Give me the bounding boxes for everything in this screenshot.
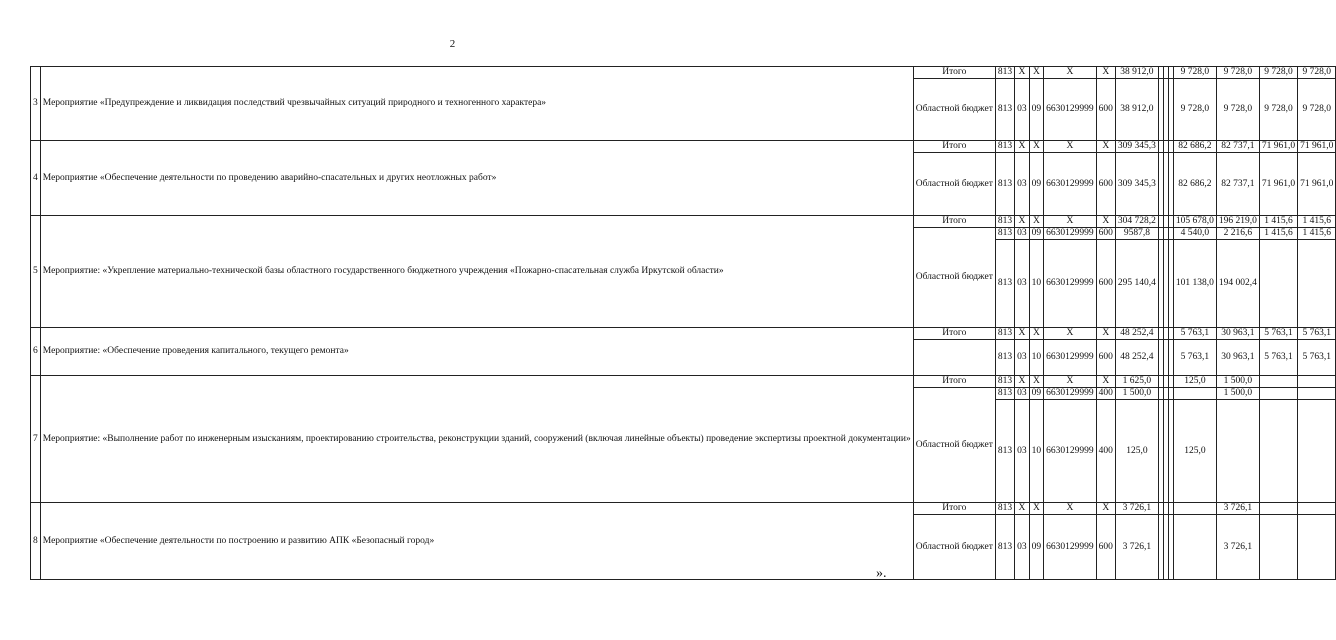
funding-source: Итого (913, 503, 995, 515)
table-cell: 194 002,4 (1216, 240, 1259, 328)
table-row (31, 503, 1336, 515)
table-cell: 309 345,3 (1115, 153, 1158, 216)
table-cell: 125,0 (1115, 400, 1158, 503)
table-cell: 105 678,0 (1173, 216, 1216, 228)
table-cell: 304 728,2 (1115, 216, 1158, 228)
funding-source: Итого (913, 328, 995, 340)
table-cell: 9 728,0 (1173, 67, 1216, 79)
table-cell: 3 726,1 (1115, 503, 1158, 515)
table-cell: 6630129999 (1044, 388, 1097, 400)
table-cell: 6630129999 (1044, 240, 1097, 328)
table-cell: Х (1044, 328, 1097, 340)
table-cell: 1 415,6 (1298, 216, 1336, 228)
table-cell: 813 (995, 388, 1014, 400)
table-cell: 10 (1029, 400, 1044, 503)
funding-source: Итого (913, 216, 995, 228)
page-number: 2 (449, 38, 456, 50)
table-cell: 600 (1096, 340, 1115, 376)
table-cell: Х (1044, 216, 1097, 228)
table-cell: 813 (995, 216, 1014, 228)
table-cell: 1 500,0 (1216, 388, 1259, 400)
table-cell: 71 961,0 (1259, 153, 1297, 216)
table-cell: Х (1029, 503, 1044, 515)
table-cell: 9 728,0 (1216, 79, 1259, 141)
table-cell (1216, 400, 1259, 503)
table-cell: Х (1015, 328, 1030, 340)
table-cell: 1 500,0 (1216, 376, 1259, 388)
table-cell (1259, 388, 1297, 400)
table-cell (1173, 503, 1216, 515)
table-cell: 03 (1015, 240, 1030, 328)
event-name: Мероприятие «Обеспечение деятельности по проведению аварийно-спасательных и других неотложных работ» (40, 141, 913, 216)
table-cell: 813 (995, 515, 1014, 580)
table-cell: 10 (1029, 340, 1044, 376)
event-name: Мероприятие: «Выполнение работ по инженерным изысканиям, проектированию строительства, реконструкции зданий, сооружений (включая линейные объекты) проведение экспертизы проектной документации» (40, 376, 913, 503)
table-cell: 813 (995, 67, 1014, 79)
table-cell (1298, 400, 1336, 503)
table-cell: Х (1096, 216, 1115, 228)
table-cell: 813 (995, 141, 1014, 153)
table-cell: 125,0 (1173, 376, 1216, 388)
table-cell: 03 (1015, 515, 1030, 580)
table-cell: 196 219,0 (1216, 216, 1259, 228)
table-cell: 9 728,0 (1173, 79, 1216, 141)
table-cell: 82 737,1 (1216, 153, 1259, 216)
table-cell: 09 (1029, 153, 1044, 216)
row-number: 8 (31, 503, 41, 580)
funding-source: Итого (913, 141, 995, 153)
table-cell: 03 (1015, 153, 1030, 216)
row-number: 3 (31, 67, 41, 141)
table-cell: Х (1044, 67, 1097, 79)
funding-source: Областной бюджет (913, 79, 995, 141)
table-cell: Х (1044, 376, 1097, 388)
table-row (31, 328, 1336, 340)
table-row (31, 67, 1336, 79)
table-cell: 38 912,0 (1115, 79, 1158, 141)
table-cell (1259, 515, 1297, 580)
funding-source: Итого (913, 376, 995, 388)
table-cell: 9 728,0 (1298, 67, 1336, 79)
table-cell: Х (1015, 503, 1030, 515)
table-cell: 813 (995, 328, 1014, 340)
table-cell: 813 (995, 79, 1014, 141)
table-cell: 400 (1096, 388, 1115, 400)
table-cell: 71 961,0 (1298, 141, 1336, 153)
table-cell: 600 (1096, 153, 1115, 216)
table-cell: 9587,8 (1115, 228, 1158, 240)
table-cell: 3 726,1 (1216, 503, 1259, 515)
funding-source: Итого (913, 67, 995, 79)
table-cell: 813 (995, 376, 1014, 388)
table-cell: 1 415,6 (1298, 228, 1336, 240)
table-cell: 125,0 (1173, 400, 1216, 503)
table-cell: 4 540,0 (1173, 228, 1216, 240)
table-cell: 5 763,1 (1173, 328, 1216, 340)
table-cell: 400 (1096, 400, 1115, 503)
event-name: Мероприятие: «Укрепление материально-технической базы областного государственного бюджетного учреждения «Пожарно-спасательная служба Иркутской области» (40, 216, 913, 328)
table-cell: 09 (1029, 515, 1044, 580)
table-cell: 101 138,0 (1173, 240, 1216, 328)
table-cell (1259, 240, 1297, 328)
table-cell: 813 (995, 400, 1014, 503)
table-cell (1259, 503, 1297, 515)
table-cell: Х (1096, 328, 1115, 340)
table-cell (1173, 388, 1216, 400)
closing-mark: ». (876, 566, 887, 581)
funding-source: Областной бюджет (913, 228, 995, 328)
table-cell: 71 961,0 (1259, 141, 1297, 153)
table-cell: Х (1096, 503, 1115, 515)
row-number: 4 (31, 141, 41, 216)
table-cell: Х (1015, 67, 1030, 79)
table-cell: 9 728,0 (1298, 79, 1336, 141)
table-cell: 600 (1096, 515, 1115, 580)
table-cell: 6630129999 (1044, 515, 1097, 580)
row-number: 7 (31, 376, 41, 503)
table-cell: 309 345,3 (1115, 141, 1158, 153)
table-cell: 1 415,6 (1259, 228, 1297, 240)
table-cell: 9 728,0 (1259, 67, 1297, 79)
table-cell: Х (1096, 67, 1115, 79)
table-cell: 1 415,6 (1259, 216, 1297, 228)
event-name: Мероприятие: «Обеспечение проведения капитального, текущего ремонта» (40, 328, 913, 376)
table-cell: 600 (1096, 79, 1115, 141)
row-number: 5 (31, 216, 41, 328)
table-cell: 71 961,0 (1298, 153, 1336, 216)
table-cell: 6630129999 (1044, 340, 1097, 376)
table-cell (1259, 400, 1297, 503)
table-cell (1298, 376, 1336, 388)
table-cell: 9 728,0 (1216, 67, 1259, 79)
table-cell: 82 737,1 (1216, 141, 1259, 153)
row-number: 6 (31, 328, 41, 376)
funding-source: Областной бюджет (913, 153, 995, 216)
table-cell: 5 763,1 (1259, 340, 1297, 376)
table-cell (1298, 388, 1336, 400)
table-cell: 6630129999 (1044, 400, 1097, 503)
table-cell: 2 216,6 (1216, 228, 1259, 240)
table-cell: Х (1029, 328, 1044, 340)
funding-source: Областной бюджет (913, 515, 995, 580)
table-cell: 30 963,1 (1216, 340, 1259, 376)
table-cell: 03 (1015, 340, 1030, 376)
table-cell: 48 252,4 (1115, 340, 1158, 376)
table-cell: 6630129999 (1044, 79, 1097, 141)
event-name: Мероприятие «Предупреждение и ликвидация последствий чрезвычайных ситуаций природного и техногенного характера» (40, 67, 913, 141)
table-cell: Х (1029, 376, 1044, 388)
table-cell: 09 (1029, 388, 1044, 400)
table-cell: Х (1015, 376, 1030, 388)
funding-source (913, 340, 995, 376)
table-cell: 03 (1015, 400, 1030, 503)
table-cell: Х (1029, 67, 1044, 79)
table-cell: 09 (1029, 228, 1044, 240)
table-cell (1298, 515, 1336, 580)
table-cell: Х (1096, 141, 1115, 153)
table-cell: 813 (995, 240, 1014, 328)
table-cell: 3 726,1 (1115, 515, 1158, 580)
table-cell: 03 (1015, 388, 1030, 400)
table-cell: 6630129999 (1044, 153, 1097, 216)
table-cell (1173, 515, 1216, 580)
table-cell: 09 (1029, 79, 1044, 141)
table-cell: 03 (1015, 228, 1030, 240)
table-cell: 30 963,1 (1216, 328, 1259, 340)
table-cell: 1 625,0 (1115, 376, 1158, 388)
table-cell: Х (1044, 141, 1097, 153)
event-name: Мероприятие «Обеспечение деятельности по построению и развитию АПК «Безопасный город» (40, 503, 913, 580)
table-cell (1259, 376, 1297, 388)
table-row (31, 216, 1336, 228)
budget-table (30, 66, 1336, 580)
table-cell: 6630129999 (1044, 228, 1097, 240)
table-cell: 5 763,1 (1259, 328, 1297, 340)
table-cell: 3 726,1 (1216, 515, 1259, 580)
table-cell (1298, 503, 1336, 515)
table-cell: 813 (995, 340, 1014, 376)
table-cell: Х (1096, 376, 1115, 388)
table-cell: 600 (1096, 228, 1115, 240)
table-row (31, 376, 1336, 388)
table-cell: 82 686,2 (1173, 141, 1216, 153)
table-cell: 38 912,0 (1115, 67, 1158, 79)
table-cell: 10 (1029, 240, 1044, 328)
table-cell: 03 (1015, 79, 1030, 141)
table-cell: 5 763,1 (1298, 328, 1336, 340)
table-cell: 1 500,0 (1115, 388, 1158, 400)
table-cell: 813 (995, 228, 1014, 240)
table-cell: 82 686,2 (1173, 153, 1216, 216)
table-cell: 9 728,0 (1259, 79, 1297, 141)
table-cell: Х (1029, 216, 1044, 228)
table-cell: Х (1015, 216, 1030, 228)
table-cell: 5 763,1 (1173, 340, 1216, 376)
table-cell: Х (1029, 141, 1044, 153)
table-cell: 813 (995, 153, 1014, 216)
table-cell: 295 140,4 (1115, 240, 1158, 328)
table-cell: Х (1044, 503, 1097, 515)
funding-source: Областной бюджет (913, 388, 995, 503)
table-cell: 600 (1096, 240, 1115, 328)
table-cell (1298, 240, 1336, 328)
table-row (31, 141, 1336, 153)
table-cell: 813 (995, 503, 1014, 515)
table-cell: Х (1015, 141, 1030, 153)
table-cell: 48 252,4 (1115, 328, 1158, 340)
table-cell: 5 763,1 (1298, 340, 1336, 376)
